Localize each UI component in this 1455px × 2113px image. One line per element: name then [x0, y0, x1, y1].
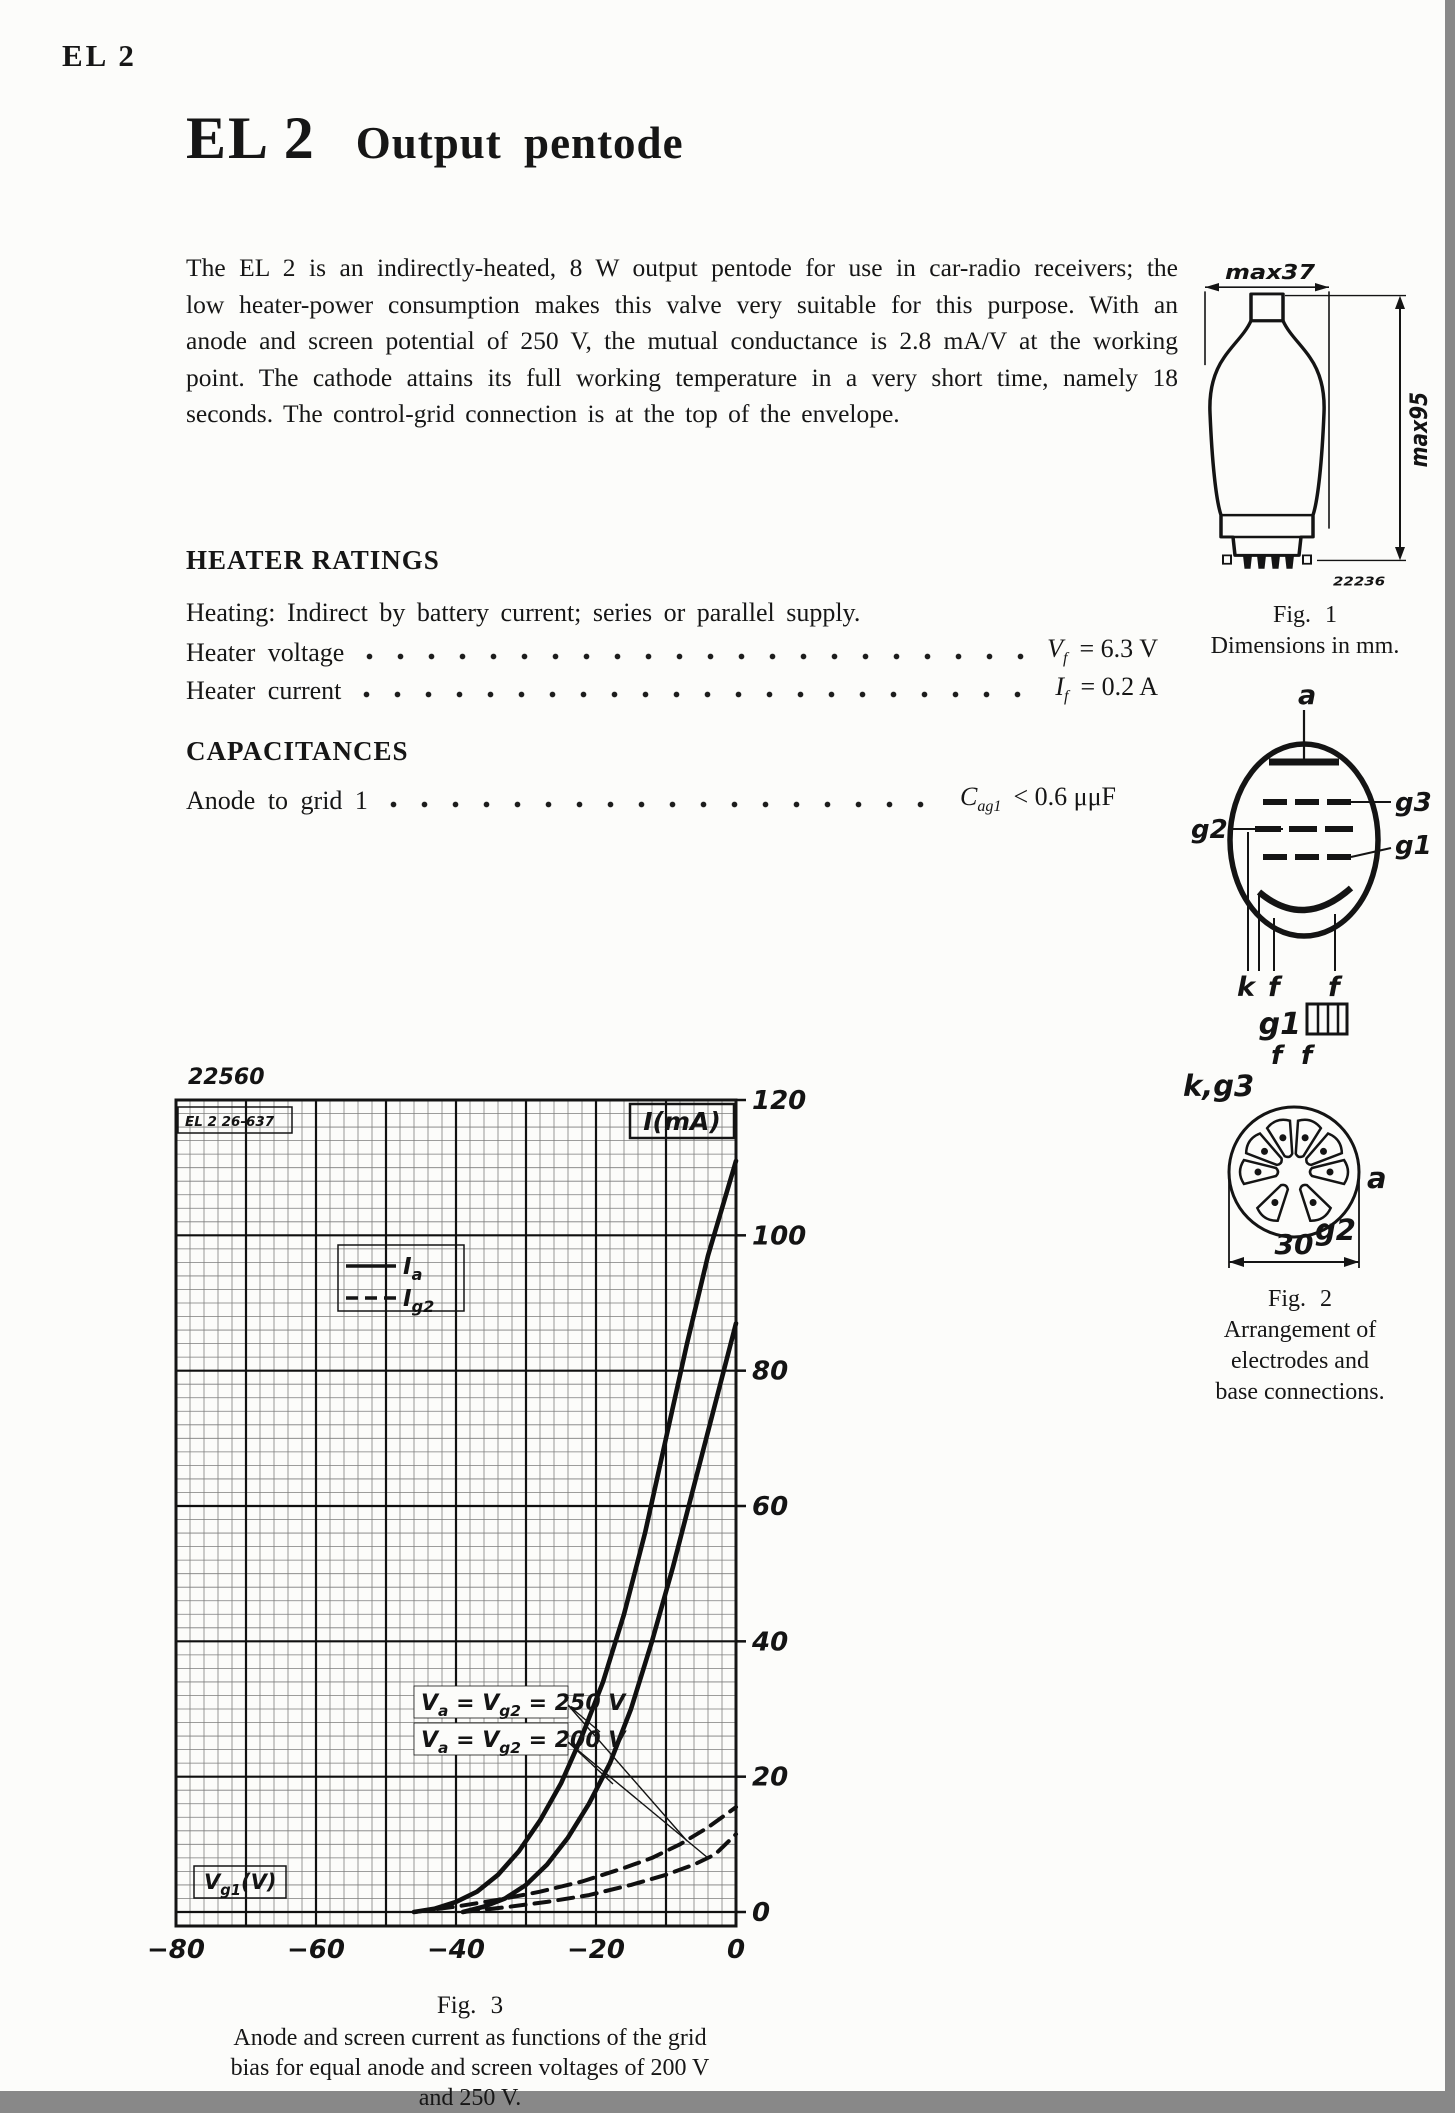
spec-row-heater-current — [186, 672, 1158, 706]
page-title — [186, 104, 684, 173]
y-tick-label: 120 — [752, 1086, 807, 1116]
x-tick-label: −60 — [287, 1935, 345, 1965]
fig2-caption-text: electrodes and — [1231, 1348, 1369, 1374]
x-tick-label: 0 — [726, 1935, 746, 1965]
y-tick-label: 100 — [752, 1221, 807, 1252]
fig1-height-dimension-label: max95 — [1405, 391, 1434, 468]
base-f-label: f — [1271, 1041, 1283, 1071]
curve-ia-at-va-vg2-250v — [414, 1161, 736, 1912]
fig1-drawing-number: 22236 — [1333, 574, 1386, 590]
fig2-base-connections-drawing — [1155, 992, 1455, 1282]
heating-line: Heating: Indirect by battery current; series or parallel supply. — [186, 598, 861, 627]
dotted-leader — [366, 653, 1031, 660]
arrow-left-icon — [1229, 1257, 1244, 1267]
y-tick-label: 80 — [752, 1356, 789, 1387]
g3-label: g3 — [1395, 788, 1432, 818]
fig3-characteristics-chart — [130, 1060, 810, 1995]
tube-pin — [1257, 555, 1266, 568]
x-tick-label: −20 — [567, 1935, 625, 1965]
fig3-caption-text: bias for equal anode and screen voltages of 200 V — [230, 2055, 710, 2081]
fig2-caption — [1148, 1284, 1452, 1408]
base-g2-label: g2 — [1315, 1213, 1356, 1247]
arrow-right-icon — [1344, 1257, 1359, 1267]
tube-pin — [1243, 555, 1252, 568]
x-tick-label: −40 — [427, 1935, 485, 1965]
page-corner-type-label: EL 2 — [62, 38, 137, 73]
legend-Ig2-label: $I_{g2}$ — [403, 1286, 435, 1316]
x-tick-label: −80 — [147, 1935, 205, 1965]
base-pins — [1240, 1117, 1348, 1224]
fig3-caption-title: Fig. 3 — [436, 1992, 504, 2019]
spec-row-anode-grid1 — [186, 782, 1116, 816]
topcap-g1-label: g1 — [1258, 1007, 1301, 1042]
heater-ratings-heading: HEATER RATINGS — [186, 545, 440, 575]
capacitances-heading: CAPACITANCES — [186, 736, 409, 766]
spec-label: Heater current — [186, 676, 342, 706]
y-tick-label: 0 — [752, 1898, 771, 1928]
fig2-caption-title: Fig. 2 — [1267, 1286, 1332, 1312]
cathode-arc — [1259, 888, 1351, 910]
filament-lead-label: f — [1328, 972, 1340, 1003]
base-f-label: f — [1301, 1041, 1313, 1071]
topcap-icon — [1307, 1004, 1347, 1034]
fig3-caption-text: Anode and screen current as functions of the grid — [233, 2025, 707, 2051]
base-anode-label: a — [1367, 1161, 1387, 1195]
fig1-caption — [1165, 600, 1445, 662]
chart-curves — [414, 1161, 736, 1912]
spec-value: $V_f = 6.3$ V — [1047, 634, 1158, 668]
dotted-leader — [363, 691, 1039, 698]
chart-legend — [338, 1245, 464, 1316]
title-type: Output pentode — [355, 118, 684, 168]
g2-label: g2 — [1191, 815, 1228, 845]
fig2-caption-text: base connections. — [1215, 1379, 1385, 1405]
tube-pin — [1271, 555, 1280, 568]
intro-paragraph: The EL 2 is an indirectly-heated, 8 W output pentode for use in car-radio receivers; the low heater-power consumption makes this valve very suitable for this purpose. With an anode and screen potential of 250 V, the mutual conductance is 2.8 mA/V at the working point. The cathode attains its full working temperature in a very short time, namely 18 seconds. The control-grid connection is at the top of the envelope. — [186, 253, 1178, 429]
spec-row-heater-voltage — [186, 634, 1158, 668]
cathode-lead-label: k — [1237, 972, 1255, 1003]
fig3-caption-text: and 250 V. — [418, 2085, 522, 2111]
fig3-caption — [130, 1992, 810, 2113]
dotted-leader — [390, 801, 944, 808]
arrow-down-icon — [1395, 547, 1405, 560]
base-dimension-label: 30 — [1274, 1228, 1314, 1261]
arrow-left-icon — [1205, 283, 1219, 291]
x-axis-unit-label: $V_{g1}(V)$ — [204, 1870, 277, 1899]
g1-label: g1 — [1395, 831, 1432, 861]
spec-value: $I_f = 0.2$ A — [1055, 672, 1158, 706]
arrow-right-icon — [1315, 283, 1329, 291]
tube-envelope-outline — [1210, 294, 1324, 569]
y-axis-unit-label: I(mA) — [643, 1107, 721, 1136]
curve-label-200V: $V_a = V_{g2} = 200$ V — [421, 1728, 626, 1757]
spec-value: $C_{ag1} < 0.6$ μμF — [959, 782, 1116, 816]
chart-sheet-number: 22560 — [188, 1065, 265, 1090]
y-tick-label: 60 — [752, 1492, 789, 1522]
curve-label-250V: $V_a = V_{g2} = 250$ V — [421, 1691, 626, 1720]
tube-pin — [1223, 555, 1231, 563]
filament-lead-label: f — [1268, 972, 1280, 1003]
fig1-width-dimension-label: max37 — [1225, 260, 1316, 285]
title-model: EL 2 — [186, 105, 316, 171]
tube-pin — [1285, 555, 1294, 568]
fig2-caption-text: Arrangement of — [1223, 1317, 1377, 1343]
legend-Ia-label: $I_a$ — [403, 1254, 423, 1284]
spec-label: Anode to grid 1 — [186, 786, 368, 816]
fig1-caption-title: Fig. 1 — [1272, 602, 1337, 628]
y-tick-label: 40 — [752, 1627, 789, 1658]
spec-label: Heater voltage — [186, 638, 345, 668]
arrow-up-icon — [1395, 296, 1405, 309]
y-tick-label: 20 — [752, 1762, 789, 1793]
base-kg3-label: k,g3 — [1183, 1069, 1255, 1103]
fig1-caption-text: Dimensions in mm. — [1210, 633, 1400, 659]
anode-label: a — [1298, 680, 1317, 711]
chart-plot-id: EL 2 26-637 — [185, 1114, 275, 1130]
tube-pin — [1303, 555, 1311, 563]
fig1-tube-outline-drawing — [1195, 252, 1445, 604]
fig2-electrode-arrangement-drawing — [1165, 680, 1445, 1003]
